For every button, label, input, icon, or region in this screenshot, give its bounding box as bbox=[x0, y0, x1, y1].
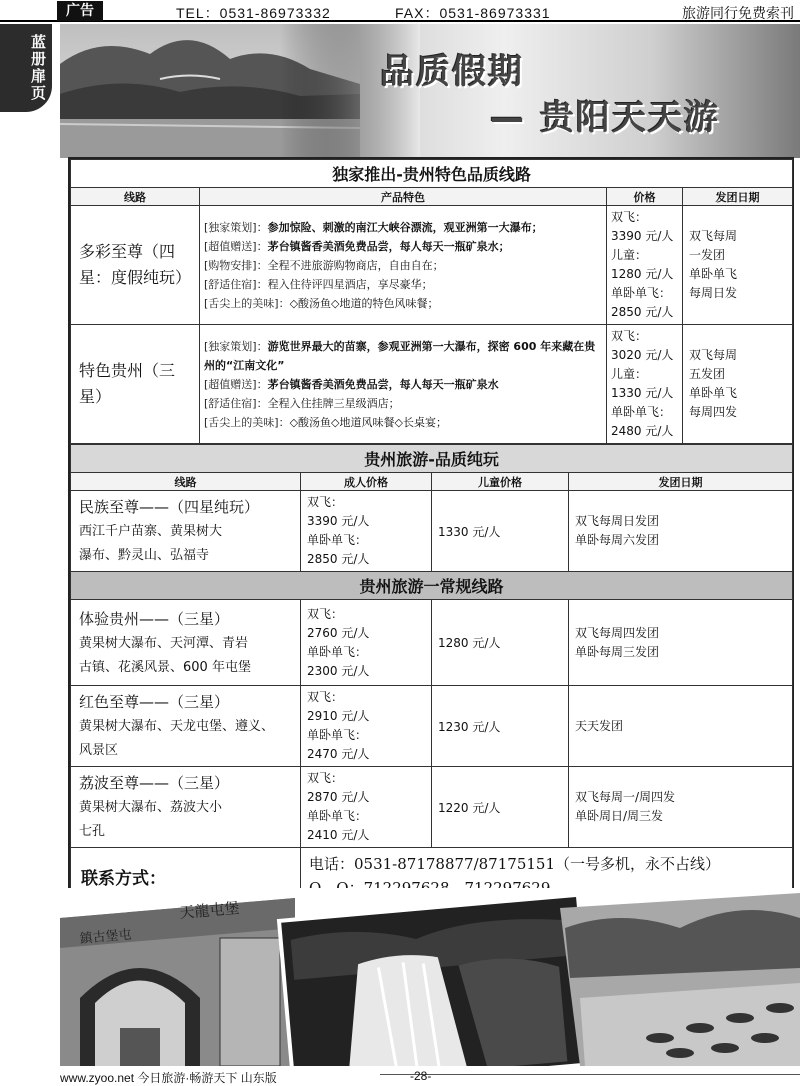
table-row bbox=[71, 600, 793, 686]
route-name: 民族至尊——（四星纯玩） 西江千户苗寨、黄果树大 瀑布、黔灵山、弘福寺 bbox=[71, 491, 301, 572]
footer-divider bbox=[380, 1074, 800, 1075]
route-features: [独家策划]：参加惊险、刺激的南江大峡谷漂流，观亚洲第一大瀑布； [超值赠送]：茅台镇酱香美酒免费品尝，每人每天一瓶矿泉水； [购物安排]：全程不进旅游购物商店，自由自在； [舒适住宿]：程入住待评四星酒店，享尽豪华； [舌尖上的美味]：◇酸汤鱼◇地道的特色风味餐； bbox=[200, 206, 607, 325]
top-strip bbox=[0, 0, 800, 22]
route-name: 多彩至尊（四星：度假纯玩） bbox=[71, 206, 200, 325]
child-price: 1280 元/人 bbox=[432, 600, 569, 686]
route-tables bbox=[68, 157, 794, 907]
route-name: 红色至尊——（三星） 黄果树大瀑布、天龙屯堡、遵义、 风景区 bbox=[71, 686, 301, 767]
banner bbox=[60, 24, 800, 158]
departure-dates: 双飞每周四发团 单卧每周三发团 bbox=[569, 600, 793, 686]
table-row bbox=[71, 491, 793, 572]
side-tab-label: 蓝册扉页 bbox=[29, 34, 47, 102]
featured-routes-table bbox=[70, 159, 793, 444]
telephone: TEL：0531-86973332 bbox=[176, 5, 331, 21]
departure-dates: 双飞每周 一发团 单卧单飞 每周日发 bbox=[683, 206, 793, 325]
column-header: 线路 bbox=[71, 188, 200, 206]
footer-website: www.zyoo.net 今日旅游·畅游天下 山东版 bbox=[60, 1071, 277, 1085]
column-header: 价格 bbox=[607, 188, 683, 206]
column-header: 线路 bbox=[71, 473, 301, 491]
publication-name: 旅游同行免费索刊 bbox=[682, 6, 794, 22]
route-features: [独家策划]：游览世界最大的苗寨，参观亚洲第一大瀑布，探密 600 年来藏在贵州的“江南文化” [超值赠送]：茅台镇酱香美酒免费品尝，每人每天一瓶矿泉水 [舒适住宿]：全程入住挂牌三星级酒店； [舌尖上的美味]：◇酸汤鱼◇地道风味餐◇长桌宴； bbox=[200, 325, 607, 444]
contact-label: 联系方式： bbox=[71, 848, 301, 905]
departure-dates: 天天发团 bbox=[569, 686, 793, 767]
column-header: 发团日期 bbox=[569, 473, 793, 491]
column-header: 发团日期 bbox=[683, 188, 793, 206]
departure-dates: 双飞每周一/周四发 单卧周日/周三发 bbox=[569, 767, 793, 848]
waterfall-image bbox=[279, 895, 593, 1066]
ad-label: 广告 bbox=[57, 1, 103, 21]
page-number: -28- bbox=[410, 1069, 432, 1083]
route-name: 特色贵州（三星） bbox=[71, 325, 200, 444]
section-title: 贵州旅游-品质纯玩 bbox=[71, 445, 793, 473]
column-header: 儿童价格 bbox=[432, 473, 569, 491]
fortress-sign: 天龍屯堡 bbox=[178, 898, 241, 922]
route-name: 荔波至尊——（三星） 黄果树大瀑布、荔波大小 七孔 bbox=[71, 767, 301, 848]
contact-phone: 电话：0531-87178877/87175151（一号多机，永不占线） bbox=[309, 855, 720, 873]
child-price: 1220 元/人 bbox=[432, 767, 569, 848]
table-row bbox=[71, 686, 793, 767]
section-title: 独家推出-贵州特色品质线路 bbox=[71, 160, 793, 188]
slogan-line2: — 贵阳天天游 bbox=[490, 98, 720, 138]
child-price: 1230 元/人 bbox=[432, 686, 569, 767]
footer bbox=[0, 1066, 800, 1086]
adult-price: 双飞： 3390 元/人 单卧单飞： 2850 元/人 bbox=[301, 491, 432, 572]
table-row bbox=[71, 325, 793, 444]
route-price: 双飞： 3390 元/人 儿童： 1280 元/人 单卧单飞： 2850 元/人 bbox=[607, 206, 683, 325]
section-title: 贵州旅游一常规线路 bbox=[71, 572, 793, 600]
scenery-photos bbox=[60, 888, 800, 1066]
route-name: 体验贵州——（三星） 黄果树大瀑布、天河潭、青岩 古镇、花溪风景、600 年屯堡 bbox=[71, 600, 301, 686]
adult-price: 双飞： 2870 元/人 单卧单飞： 2410 元/人 bbox=[301, 767, 432, 848]
side-tab bbox=[0, 24, 52, 112]
regular-routes-table bbox=[70, 444, 793, 905]
table-row bbox=[71, 206, 793, 325]
adult-price: 双飞： 2910 元/人 单卧单飞： 2470 元/人 bbox=[301, 686, 432, 767]
column-header: 产品特色 bbox=[200, 188, 607, 206]
stepping-stones-image bbox=[560, 893, 800, 1066]
fax: FAX：0531-86973331 bbox=[395, 5, 551, 21]
route-price: 双飞： 3020 元/人 儿童： 1330 元/人 单卧单飞： 2480 元/人 bbox=[607, 325, 683, 444]
table-row bbox=[71, 767, 793, 848]
child-price: 1330 元/人 bbox=[432, 491, 569, 572]
fortress-gate-image bbox=[60, 898, 295, 1066]
photo-collage bbox=[60, 888, 800, 1066]
gate-sign: 鎮古堡屯 bbox=[79, 927, 133, 947]
departure-dates: 双飞每周日发团 单卧每周六发团 bbox=[569, 491, 793, 572]
departure-dates: 双飞每周 五发团 单卧单飞 每周四发 bbox=[683, 325, 793, 444]
column-header: 成人价格 bbox=[301, 473, 432, 491]
adult-price: 双飞： 2760 元/人 单卧单飞： 2300 元/人 bbox=[301, 600, 432, 686]
slogan-line1: 品质假期 bbox=[380, 52, 524, 92]
